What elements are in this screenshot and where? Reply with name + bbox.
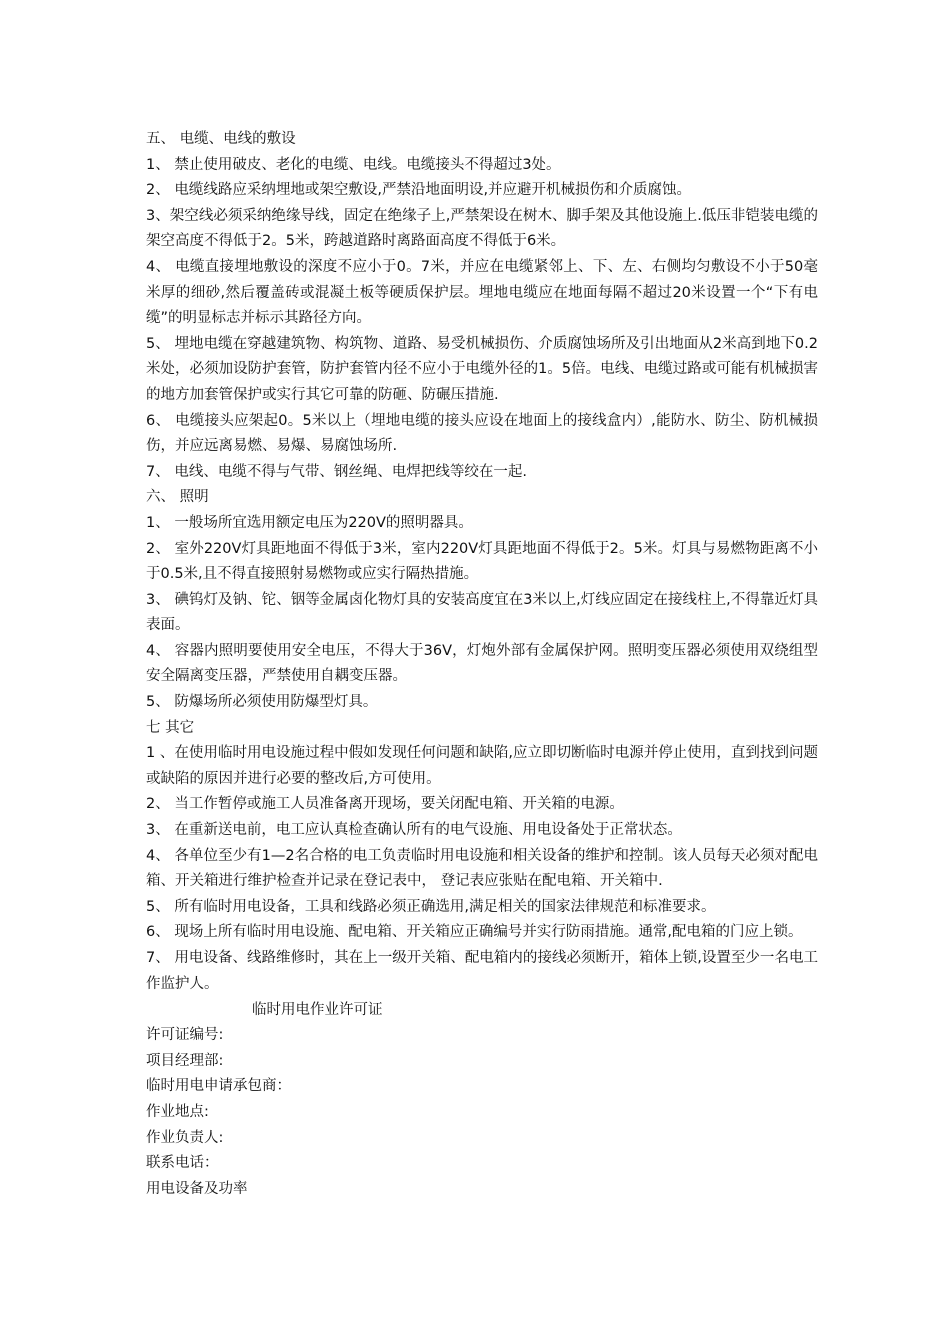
section-5-item-2: 2、 电缆线路应采纳埋地或架空敷设,严禁沿地面明设,并应避开机械损伤和介质腐蚀。 (146, 182, 692, 199)
section-5-item-1: 1、 禁止使用破皮、老化的电缆、电线。电缆接头不得超过3处。 (146, 156, 561, 173)
permit-field-phone: 联系电话： (146, 1155, 219, 1172)
permit-field-contractor: 临时用电申请承包商： (146, 1078, 291, 1095)
section-6-item-4: 4、 容器内照明要使用安全电压，不得大于36V，灯炮外部有金属保护网。照明变压器必须使用双绕组型安全隔离变压器，严禁使用自耦变压器。 (146, 642, 818, 685)
section-7-item-3: 3、 在重新送电前，电工应认真检查确认所有的电气设施、用电设备处于正常状态。 (146, 822, 682, 839)
permit-field-project-dept: 项目经理部: (146, 1052, 224, 1069)
section-5-heading: 五、 电缆、电线的敷设 (146, 131, 296, 147)
section-7-item-4: 4、 各单位至少有1—2名合格的电工负责临时用电设施和相关设备的维护和控制。该人员每天必须对配电箱、开关箱进行维护检查并记录在登记表中， 登记表应张贴在配电箱、开关箱中. (146, 847, 818, 890)
permit-field-location: 作业地点: (146, 1103, 209, 1120)
section-5-item-3: 3、架空线必须采纳绝缘导线，固定在绝缘子上,严禁架设在树木、脚手架及其他设施上.低压非铠装电缆的架空高度不得低于2。5米，跨越道路时离路面高度不得低于6米。 (146, 207, 818, 250)
document-page (146, 127, 818, 1202)
permit-field-number: 许可证编号: (146, 1027, 224, 1044)
section-5-item-6: 6、 电缆接头应架起0。5米以上（埋地电缆的接头应设在地面上的接线盒内）,能防水、防尘、防机械损伤，并应远离易燃、易爆、易腐蚀场所. (146, 412, 818, 455)
section-7-item-2: 2、 当工作暂停或施工人员准备离开现场，要关闭配电箱、开关箱的电源。 (146, 796, 624, 813)
permit-field-supervisor: 作业负责人: (146, 1129, 224, 1146)
section-6-item-2: 2、 室外220V灯具距地面不得低于3米，室内220V灯具距地面不得低于2。5米。灯具与易燃物距离不小于0.5米,且不得直接照射易燃物或应实行隔热措施。 (146, 540, 818, 583)
section-7-item-6: 6、 现场上所有临时用电设施、配电箱、开关箱应正确编号并实行防雨措施。通常,配电箱的门应上锁。 (146, 924, 803, 941)
permit-title: 临时用电作业许可证 (252, 1002, 383, 1019)
section-6-item-5: 5、 防爆场所必须使用防爆型灯具。 (146, 694, 378, 711)
permit-field-equipment: 用电设备及功率 (146, 1180, 248, 1197)
section-5-item-4: 4、 电缆直接埋地敷设的深度不应小于0。7米，并应在电缆紧邻上、下、左、右侧均匀敷设不小于50毫米厚的细砂,然后覆盖砖或混凝土板等硬质保护层。埋地电缆应在地面每隔不超过20米设置一个“下有电缆”的明显标志并标示其路径方向。 (146, 258, 818, 327)
section-5-item-5: 5、 埋地电缆在穿越建筑物、构筑物、道路、易受机械损伤、介质腐蚀场所及引出地面从2米高到地下0.2米处，必须加设防护套管，防护套管内径不应小于电缆外径的1。5倍。电线、电缆过路或可能有机械损害的地方加套管保护或实行其它可靠的防砸、防碾压措施. (146, 335, 818, 403)
section-7-item-7: 7、 用电设备、线路维修时，其在上一级开关箱、配电箱内的接线必须断开，箱体上锁,设置至少一名电工作监护人。 (146, 950, 818, 992)
section-7-item-1: 1 、在使用临时用电设施过程中假如发现任何问题和缺陷,应立即切断临时电源并停止使用，直到找到问题或缺陷的原因并进行必要的整改后,方可使用。 (146, 745, 818, 787)
section-6-item-1: 1、 一般场所宜选用额定电压为220V的照明器具。 (146, 514, 473, 531)
section-6-heading: 六、 照明 (146, 489, 209, 506)
section-5-item-7: 7、 电线、电缆不得与气带、钢丝绳、电焊把线等绞在一起. (146, 463, 527, 480)
section-7-heading: 七 其它 (146, 719, 195, 736)
section-7-item-5: 5、 所有临时用电设备，工具和线路必须正确选用,满足相关的国家法律规范和标准要求。 (146, 898, 716, 915)
section-6-item-3: 3、 碘钨灯及钠、铊、铟等金属卤化物灯具的安装高度宜在3米以上,灯线应固定在接线柱上,不得靠近灯具表面。 (146, 591, 818, 634)
